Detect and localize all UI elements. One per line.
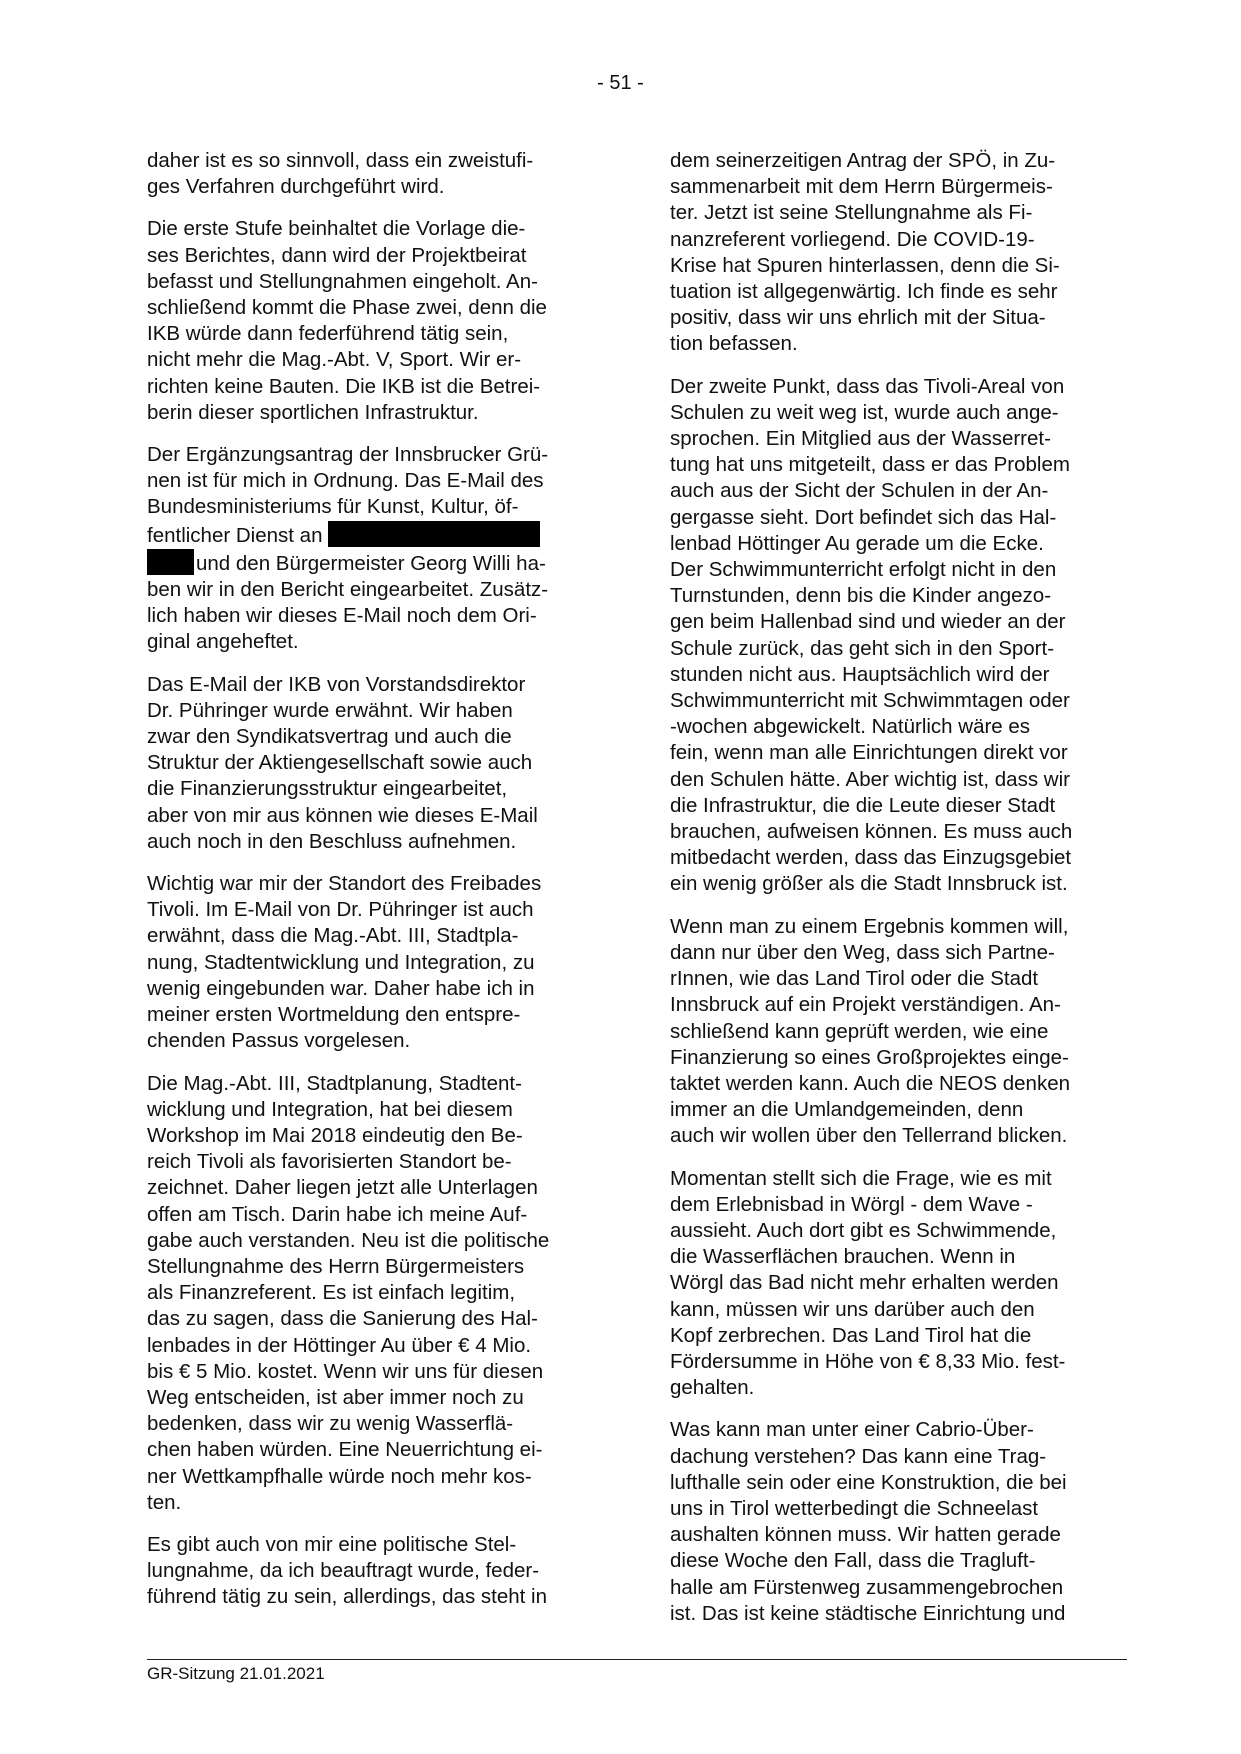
paragraph: Das E-Mail der IKB von Vorstandsdirektor Dr. Pühringer wurde erwähnt. Wir haben zwar den Syndikatsvertrag und auch die Struktur der Aktiengesellschaft sowie auch die Finanzierungsstruktur eingearbeitet, aber von mir aus können wie dieses E-Mail auch noch in den Beschluss aufnehmen.: [147, 672, 538, 853]
right-column: [670, 148, 1130, 1643]
paragraph-with-redactions: [147, 442, 602, 656]
paragraph: Was kann man unter einer Cabrio-Über- dachung verstehen? Das kann eine Trag- lufthalle sein oder eine Konstruktion, die bei uns in Tirol wetterbedingt die Schneelast aushalten können muss. Wir hatten gerade diese Woche den Fall, dass die Tragluft- halle am Fürstenweg zusammengebrochen ist. Das ist keine städtische Einrichtung und: [670, 1418, 1067, 1625]
paragraph: Die Mag.-Abt. III, Stadtplanung, Stadtent- wicklung und Integration, hat bei diesem Workshop im Mai 2018 eindeutig den Be- reich Tivoli als favorisierten Standort be- zeichnet. Daher liegen jetzt alle Unterlagen offen am Tisch. Darin habe ich meine Auf- gabe auch verstanden. Neu ist die politische Stellungnahme des Herrn Bürgermeisters als Finanzreferent. Es ist einfach legitim, das zu sagen, dass die Sanierung des Hal- lenbades in der Höttinger Au über € 4 Mio. bis € 5 Mio. kostet. Wenn wir uns für diesen Weg entscheiden, ist aber immer noch zu bedenken, dass wir zu wenig Wasserflä- chen haben würden. Eine Neuerrichtung ei- ner Wettkampfhalle würde noch mehr kos- ten.: [147, 1071, 550, 1514]
paragraph-text: Der Ergänzungsantrag der Innsbrucker Grü- nen ist für mich in Ordnung. Das E-Mail des Bundesministeriums für Kunst, Kultur, öf- fentlicher Dienst an: [147, 443, 549, 547]
paragraph: Der zweite Punkt, dass das Tivoli-Areal von Schulen zu weit weg ist, wurde auch ange- sprochen. Ein Mitglied aus der Wasserret- tung hat uns mitgeteilt, dass er das Problem auch aus der Sicht der Schulen in der An- gergasse sieht. Dort befindet sich das Hal- lenbad Höttinger Au gerade um die Ecke. Der Schwimmunterricht erfolgt nicht in den Turnstunden, denn bis die Kinder angezo- gen beim Hallenbad sind und wieder an der Schule zurück, das geht sich in den Sport- stunden nicht aus. Hauptsächlich wird der Schwimmunterricht mit Schwimmtagen oder -wochen abgewickelt. Natürlich wäre es fein, wenn man alle Einrichtungen direkt vor den Schulen hätte. Aber wichtig ist, dass wir die Infrastruktur, die die Leute dieser Stadt brauchen, aufweisen können. Es muss auch mitbedacht werden, dass das Einzugsgebiet ein wenig größer als die Stadt Innsbruck ist.: [670, 374, 1073, 896]
paragraph: Wichtig war mir der Standort des Freibades Tivoli. Im E-Mail von Dr. Pühringer ist auch erwähnt, dass die Mag.-Abt. III, Stadtpla- nung, Stadtentwicklung und Integration, zu wenig eingebunden war. Daher habe ich in meiner ersten Wortmeldung den entspre- chenden Passus vorgelesen.: [147, 872, 542, 1053]
paragraph: Es gibt auch von mir eine politische Stel- lungnahme, da ich beauftragt wurde, feder- führend tätig zu sein, allerdings, das steht in: [147, 1532, 547, 1609]
paragraph: Wenn man zu einem Ergebnis kommen will, dann nur über den Weg, dass sich Partne- rInnen, wie das Land Tirol oder die Stadt Innsbruck auf ein Projekt verständigen. An- schließend kann geprüft werden, wie eine Finanzierung so eines Großprojektes einge- taktet werden kann. Auch die NEOS denken immer an die Umlandgemeinden, denn auch wir wollen über den Tellerrand blicken.: [670, 914, 1071, 1148]
paragraph-text: und den Bürgermeister Georg Willi ha- ben wir in den Bericht eingearbeitet. Zusätz- lich haben wir dieses E-Mail noch dem Ori- ginal angeheftet.: [147, 551, 549, 654]
paragraph: Die erste Stufe beinhaltet die Vorlage die- ses Berichtes, dann wird der Projektbeirat befasst und Stellungnahmen eingeholt. An- schließend kommt die Phase zwei, denn die IKB würde dann federführend tätig sein, nicht mehr die Mag.-Abt. V, Sport. Wir er- richten keine Bauten. Die IKB ist die Betrei- berin dieser sportlichen Infrastruktur.: [147, 217, 547, 424]
left-column: [147, 148, 602, 1627]
paragraph: dem seinerzeitigen Antrag der SPÖ, in Zu- sammenarbeit mit dem Herrn Bürgermeis- ter. Jetzt ist seine Stellungnahme als Fi- nanzreferent vorliegend. Die COVID-19- Krise hat Spuren hinterlassen, denn die Si- tuation ist allgegenwärtig. Ich finde es sehr positiv, dass wir uns ehrlich mit der Situa- tion befassen.: [670, 149, 1060, 356]
redaction-bar: [147, 549, 194, 575]
page-number: - 51 -: [597, 72, 644, 94]
paragraph: Momentan stellt sich die Frage, wie es mit dem Erlebnisbad in Wörgl - dem Wave - aussieht. Auch dort gibt es Schwimmende, die Wasserflächen brauchen. Wenn in Wörgl das Bad nicht mehr erhalten werden kann, müssen wir uns darüber auch den Kopf zerbrechen. Das Land Tirol hat die Fördersumme in Höhe von € 8,33 Mio. fest- gehalten.: [670, 1166, 1066, 1400]
footer-session-date: GR-Sitzung 21.01.2021: [147, 1664, 325, 1683]
redaction-bar: [328, 521, 540, 547]
footer-divider: [147, 1659, 1127, 1660]
paragraph: daher ist es so sinnvoll, dass ein zweistufi- ges Verfahren durchgeführt wird.: [147, 149, 534, 199]
